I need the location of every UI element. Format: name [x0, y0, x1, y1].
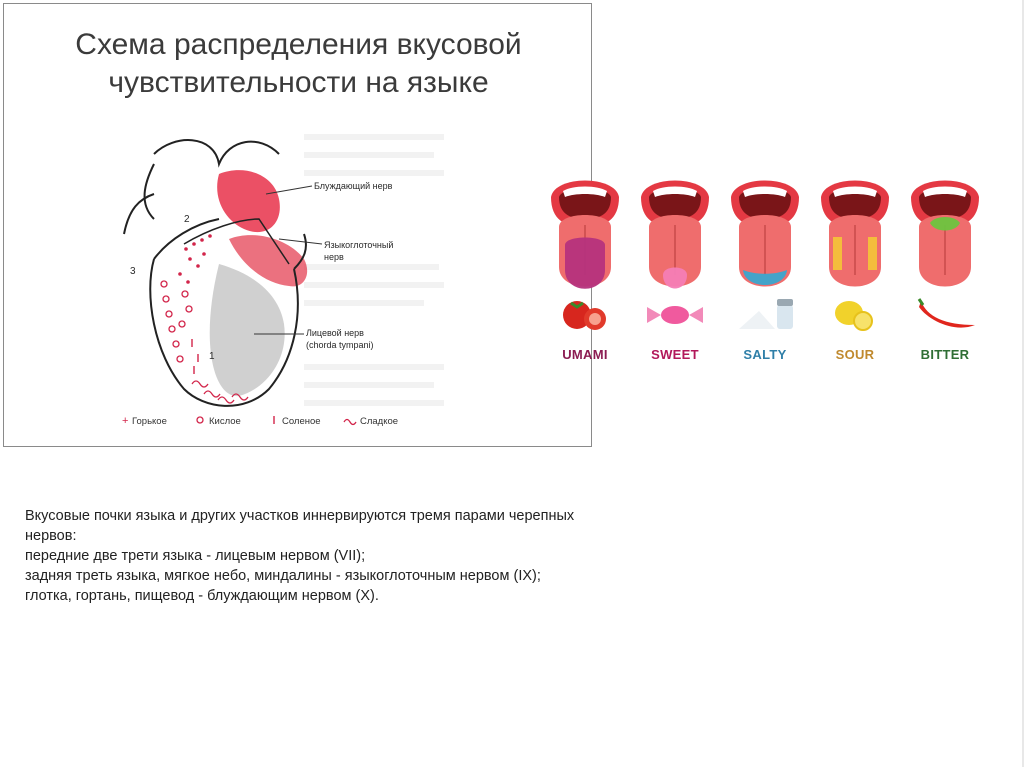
taste-label-umami: UMAMI: [562, 347, 608, 362]
taste-label-salty: SALTY: [743, 347, 787, 362]
body-line-5: глотка, гортань, пищевод - блуждающим нервом (X).: [25, 588, 379, 604]
vagus-zone: [217, 170, 280, 232]
bitter-dots: [178, 234, 212, 284]
legend-sour-symbol: [197, 417, 203, 423]
taste-label-sweet: SWEET: [651, 347, 699, 362]
diagram-title: Схема распределения вкусовой чувствительности на языке: [75, 28, 522, 99]
taste-label-bitter: BITTER: [920, 347, 970, 362]
sour-rings: [161, 281, 192, 362]
candy-icon: [647, 306, 703, 324]
body-line-2: нервов:: [25, 528, 77, 544]
legend: [122, 415, 398, 427]
legend-bitter-symbol: +: [122, 415, 129, 427]
label-glossopharyngeal-1: Языкоглоточный: [324, 240, 394, 250]
facial-zone: [210, 264, 285, 396]
label-facial-2: (chorda tympani): [306, 340, 374, 350]
legend-sweet: Сладкое: [360, 416, 399, 427]
taste-bitter: [905, 175, 985, 375]
chili-pepper-icon: [919, 299, 975, 328]
epiglottis-outline: [154, 140, 279, 164]
tongue-salty-illustration: [725, 175, 805, 345]
tongue-illustration: [4, 4, 592, 447]
tongue-diagram-panel: [3, 3, 592, 447]
label-glossopharyngeal-2: нерв: [324, 252, 344, 262]
taste-label-sour: SOUR: [835, 347, 875, 362]
legend-sour: Кислое: [209, 416, 241, 427]
legend-bitter: Горькое: [132, 416, 167, 427]
taste-umami: [545, 175, 625, 375]
taste-salty: [725, 175, 805, 375]
taste-zones-panel: [540, 150, 1000, 380]
taste-sour: [815, 175, 895, 375]
legend-salty: Соленое: [282, 416, 321, 427]
body-text: [25, 506, 725, 606]
body-line-3: передние две трети языка - лицевым нервом (VII);: [25, 548, 366, 564]
lemon-icon: [835, 301, 872, 330]
salt-shaker-icon: [739, 299, 793, 329]
tongue-sweet-illustration: [635, 175, 715, 345]
background-texture: [304, 134, 444, 406]
body-line-4: задняя треть языка, мягкое небо, миндалины - языкоглоточным нервом (IX);: [25, 568, 541, 584]
tongue-umami-illustration: [545, 175, 625, 345]
label-vagus: Блуждающий нерв: [314, 181, 393, 191]
taste-sweet: [635, 175, 715, 375]
label-facial-1: Лицевой нерв: [306, 328, 364, 338]
tomato-icon: [563, 301, 606, 330]
zone-number-1: 1: [209, 351, 215, 362]
tongue-sour-illustration: [815, 175, 895, 345]
legend-sweet-symbol: [344, 420, 356, 425]
body-line-1: Вкусовые почки языка и других участков иннервируются тремя парами черепных: [25, 508, 575, 524]
zone-number-3: 3: [130, 266, 136, 277]
zone-number-2: 2: [184, 214, 190, 225]
salty-ticks: [192, 339, 198, 374]
tongue-bitter-illustration: [905, 175, 985, 345]
